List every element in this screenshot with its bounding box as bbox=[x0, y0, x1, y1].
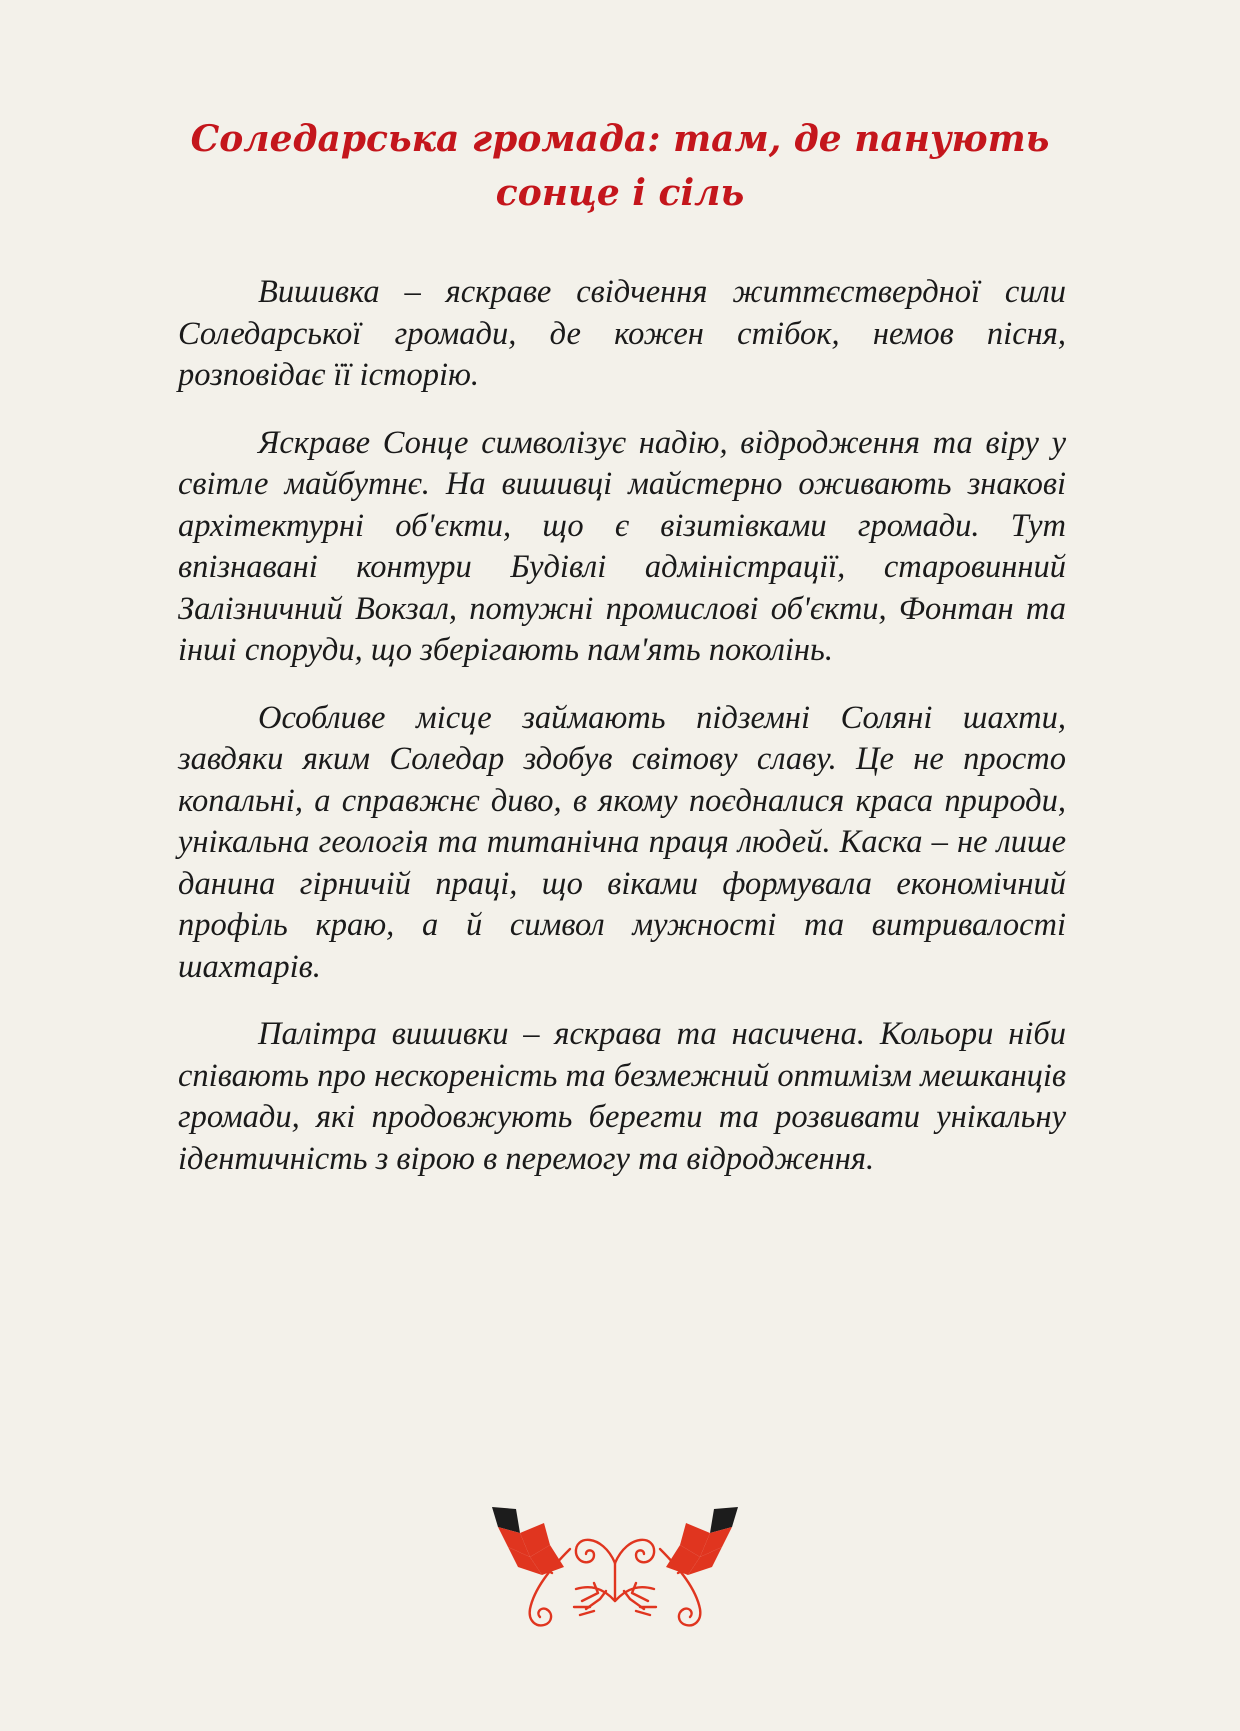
paragraph-1: Вишивка – яскраве свідчення життєствердної сили Соледарської громади, де кожен стібок, немов пісня, розповідає її історію. bbox=[178, 274, 1066, 393]
embroidery-ornament-icon bbox=[490, 1503, 740, 1633]
page-title bbox=[130, 112, 1110, 220]
body-text bbox=[178, 272, 1066, 1206]
paragraph-3: Особливе місце займають підземні Соляні шахти, завдяки яким Соледар здобув світову славу. Це не просто копальні, а справжнє диво, в якому поєдналися краса природи, унікальна геологія та титанічна праця людей. Каска – не лише данина гірничій праці, що віками формувала економічний профіль краю, а й символ мужності та витривалості шахтарів. bbox=[178, 699, 1066, 985]
title-line-1: Соледарська громада: там, де панують bbox=[190, 118, 1050, 160]
paragraph-2: Яскраве Сонце символізує надію, відродження та віру у світле майбутнє. На вишивці майстерно оживають знакові архітектурні об'єкти, що є візитівками громади. Тут впізнавані контури Будівлі адміністрації, старовинний Залізничний Вокзал, потужні промислові об'єкти, Фонтан та інші споруди, що зберігають пам'ять поколінь. bbox=[178, 424, 1066, 668]
paragraph-4: Палітра вишивки – яскрава та насичена. Кольори ніби співають про нескореність та безмежний оптимізм мешканців громади, які продовжують берегти та розвивати унікальну ідентичність з вірою в перемогу та відродження. bbox=[178, 1016, 1066, 1177]
title-line-2: сонце і сіль bbox=[495, 172, 745, 214]
